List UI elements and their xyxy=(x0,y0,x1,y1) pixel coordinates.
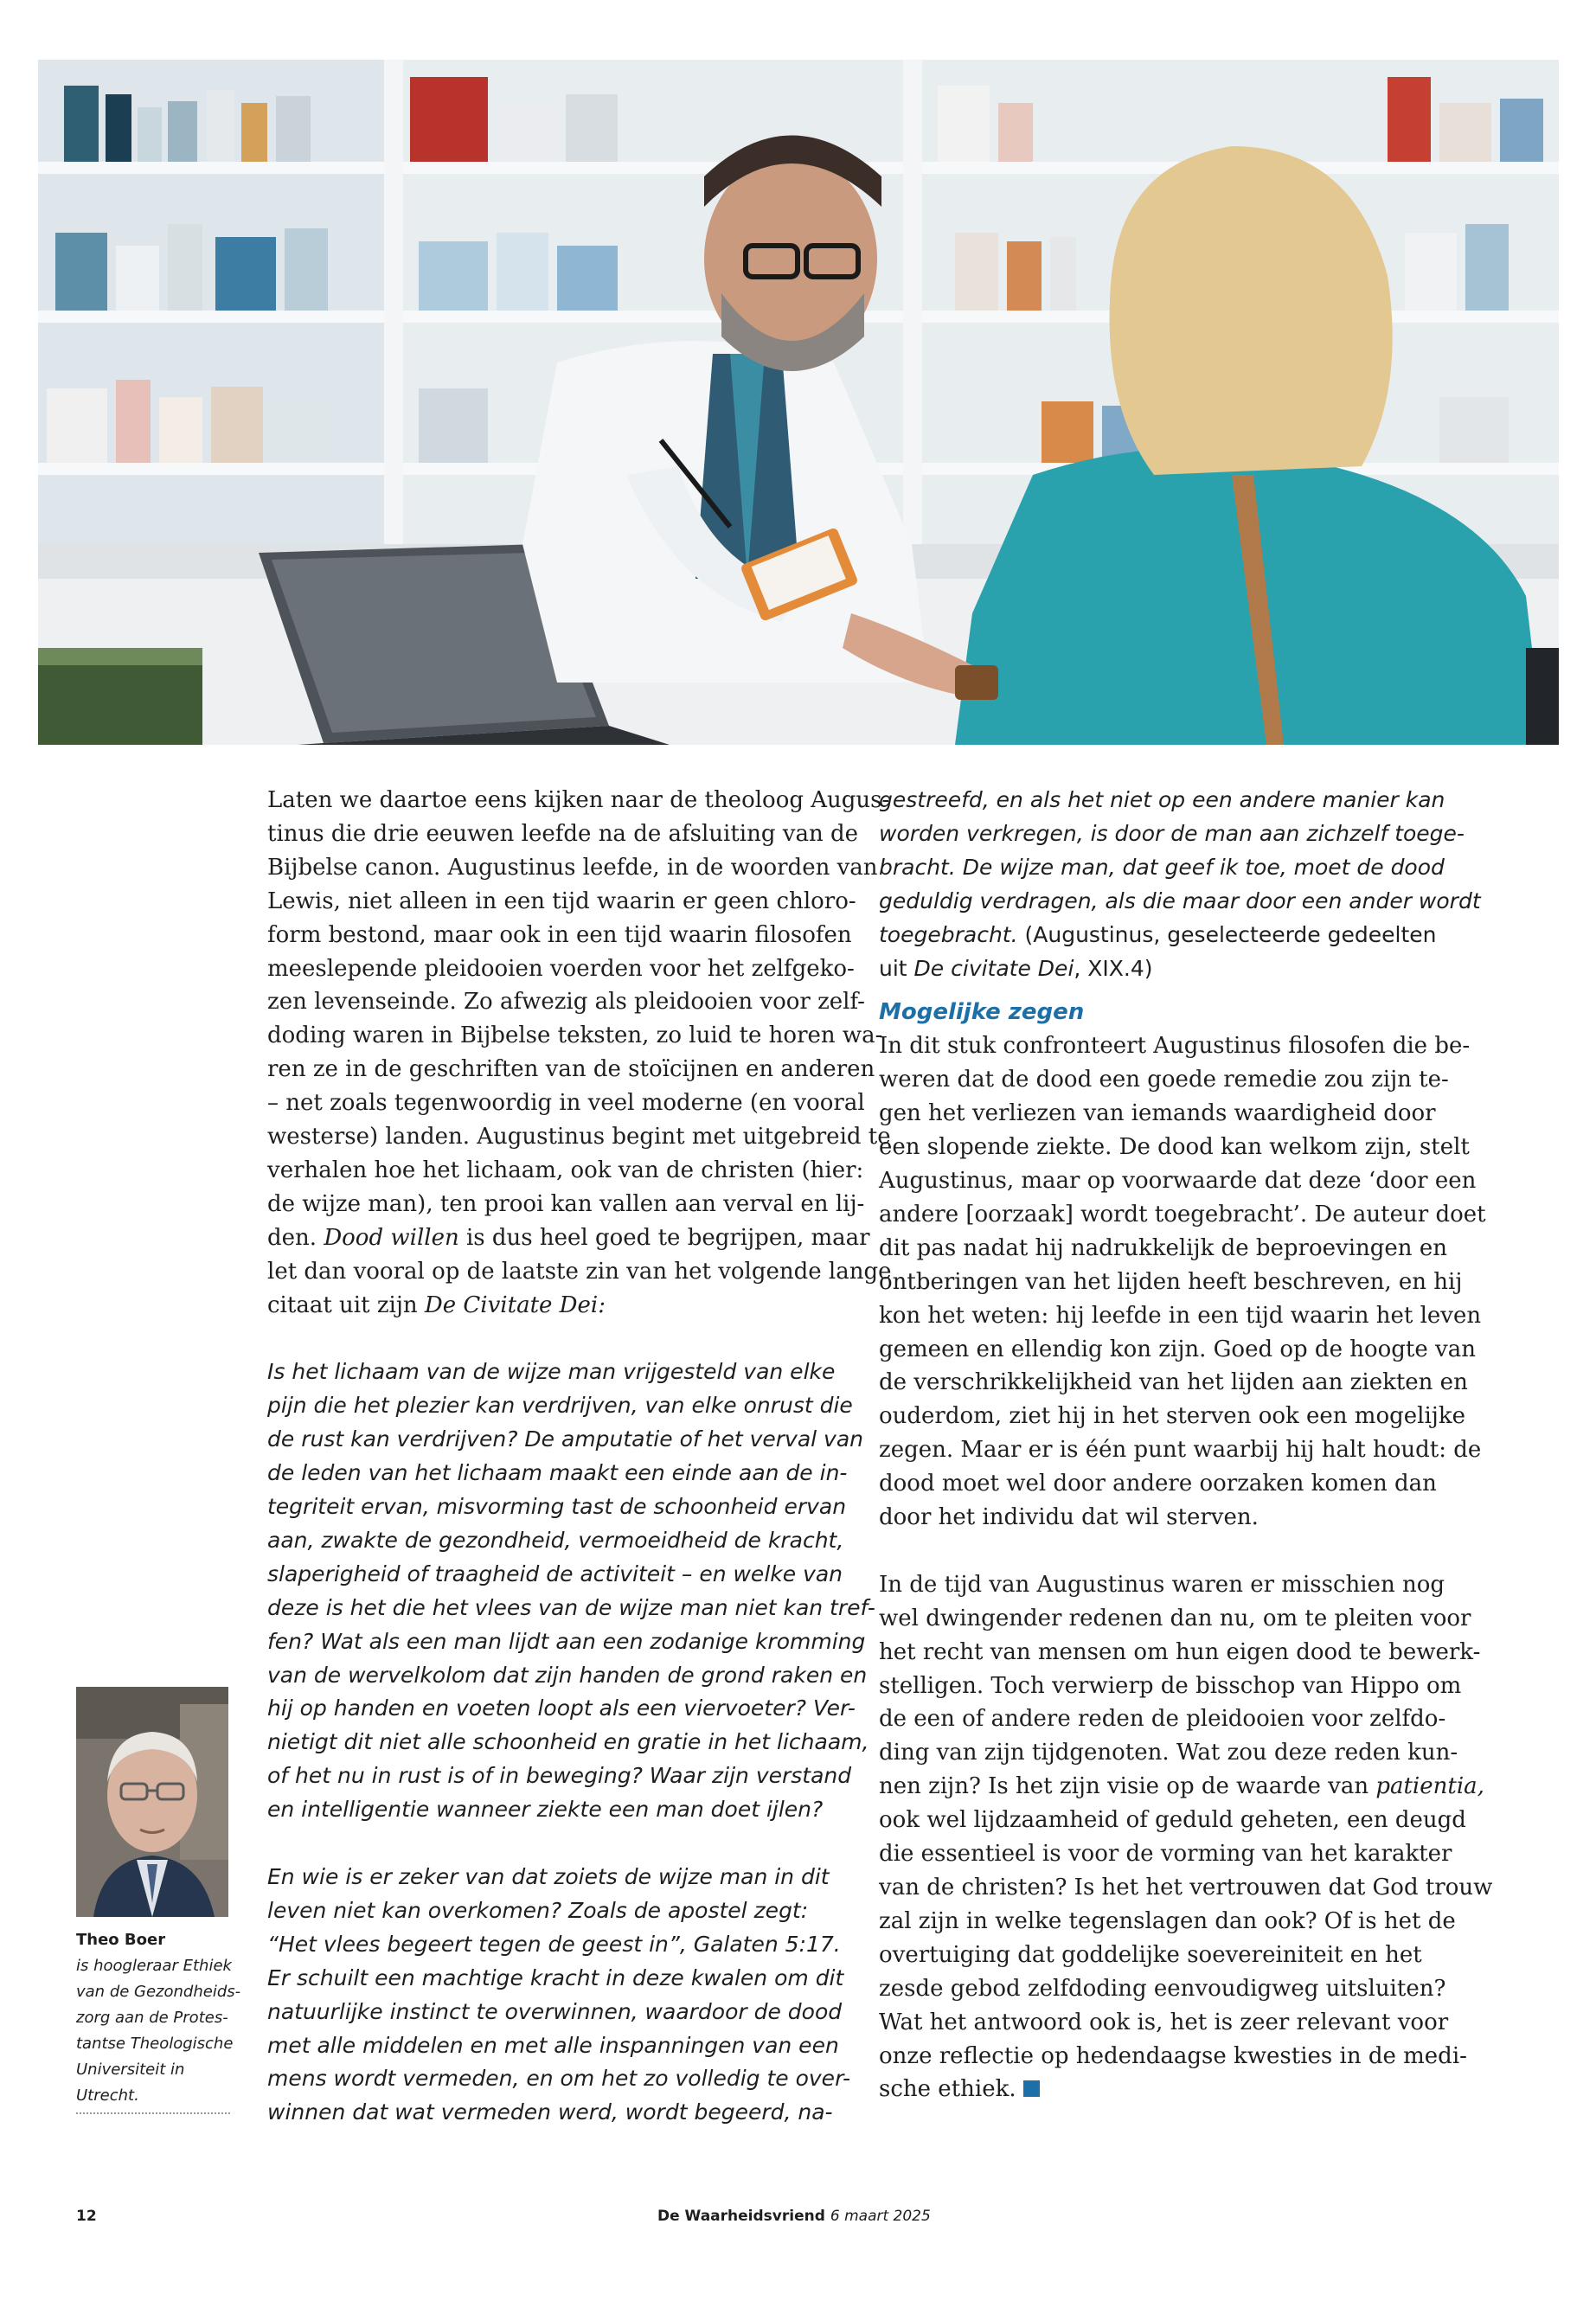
text-line: zegen. Maar er is één punt waarbij hij halt houdt: de xyxy=(879,1437,1482,1464)
quote-text: toegebracht. xyxy=(879,921,1018,947)
quote-line: fen? Wat als een man lijdt aan een zodanige kromming xyxy=(267,1628,866,1654)
quote-line: hij op handen en voeten loopt als een viervoeter? Ver- xyxy=(267,1695,856,1721)
text-line: ren ze in de geschriften van de stoïcijnen en anderen xyxy=(267,1056,875,1083)
quote-block-1 xyxy=(267,1356,875,1827)
bio-line: van de Gezondheids- xyxy=(76,1983,241,2001)
citation-line xyxy=(879,952,1450,986)
quote-line: van de wervelkolom dat zijn handen de grond raken en xyxy=(267,1662,868,1688)
author-name: Theo Boer xyxy=(76,1931,166,1949)
text-line: In de tijd van Augustinus waren er misschien nog xyxy=(879,1571,1445,1598)
text-run: is dus heel goed te begrijpen, maar xyxy=(458,1224,870,1251)
text-line: dood moet wel door andere oorzaken komen dan xyxy=(879,1471,1437,1497)
quote-line: en intelligentie wanneer ziekte een man doet ijlen? xyxy=(267,1797,824,1823)
text-line: door het individu dat wil sterven. xyxy=(879,1504,1259,1531)
author-portrait-illustration xyxy=(76,1687,228,1917)
intro-paragraph xyxy=(267,784,892,1323)
text-line: het recht van mensen om hun eigen dood te bewerk- xyxy=(879,1638,1481,1665)
text-line: westerse) landen. Augustinus begint met uitgebreid te xyxy=(267,1124,891,1150)
text-line: doding waren in Bijbelse teksten, zo luid te horen wa- xyxy=(267,1022,883,1049)
author-portrait xyxy=(76,1687,228,1917)
article-left-column xyxy=(267,784,892,2130)
quote-line xyxy=(879,919,1450,952)
text-run: nen zijn? Is het zijn visie op de waarde van xyxy=(879,1773,1376,1800)
bio-line: is hoogleraar Ethiek xyxy=(76,1957,232,1975)
text-line: gen het verliezen van iemands waardigheid door xyxy=(879,1100,1436,1127)
text-line: zal zijn in welke tegenslagen dan ook? Of is het de xyxy=(879,1907,1456,1934)
text-line: Laten we daartoe eens kijken naar de theoloog Augus- xyxy=(267,787,890,813)
quote-line: bracht. De wijze man, dat geef ik toe, moet de dood xyxy=(879,854,1445,880)
text-run: sche ethiek. xyxy=(879,2076,1016,2103)
text-line: ding van zijn tijdgenoten. Wat zou deze reden kun- xyxy=(879,1740,1458,1766)
paragraph-closing xyxy=(879,1568,1493,2107)
text-line: In dit stuk confronteert Augustinus filosofen die be- xyxy=(879,1033,1471,1060)
issue-date: 6 maart 2025 xyxy=(830,2208,931,2225)
citation-text: uit xyxy=(879,955,914,981)
quote-line: mens wordt vermeden, en om het zo volledig te over- xyxy=(267,2066,850,2092)
quote-line: tegriteit ervan, misvorming tast de schoonheid ervan xyxy=(267,1494,847,1520)
quote-line: geduldig verdragen, als die maar door een ander wordt xyxy=(879,888,1481,913)
quote-line: worden verkregen, is door de man aan zichzelf toege- xyxy=(879,820,1465,846)
text-line: zen levenseinde. Zo afwezig als pleidooien voor zelf- xyxy=(267,989,865,1016)
quote-line: of het nu in rust is of in beweging? Waar zijn verstand xyxy=(267,1763,852,1789)
quote-line: de rust kan verdrijven? De amputatie of het verval van xyxy=(267,1426,864,1452)
text-line xyxy=(267,1221,870,1255)
quote-line: winnen dat wat vermeden werd, wordt begeerd, na- xyxy=(267,2099,833,2125)
text-line: de wijze man), ten prooi kan vallen aan verval en lij- xyxy=(267,1190,865,1217)
quote-line: Er schuilt een machtige kracht in deze kwalen om dit xyxy=(267,1965,844,1990)
text-line: een slopende ziekte. De dood kan welkom zijn, stelt xyxy=(879,1134,1470,1161)
author-bio xyxy=(76,1953,241,2109)
text-line: andere [oorzaak] wordt toegebracht’. De auteur doet xyxy=(879,1201,1486,1227)
text-run: citaat uit zijn xyxy=(267,1292,425,1318)
quote-line: natuurlijke instinct te overwinnen, waardoor de dood xyxy=(267,1998,843,2024)
page-number: 12 xyxy=(76,2208,97,2225)
text-line: zesde gebod zelfdoding eenvoudigweg uitsluiten? xyxy=(879,1975,1446,2002)
quote-continuation xyxy=(879,784,1481,985)
quote-line: met alle middelen en met alle inspanningen van een xyxy=(267,2032,839,2058)
text-line: Bijbelse canon. Augustinus leefde, in de woorden van xyxy=(267,854,878,881)
emphasis-text: patientia, xyxy=(1375,1773,1484,1800)
text-line: weren dat de dood een goede remedie zou zijn te- xyxy=(879,1067,1449,1093)
text-line: verhalen hoe het lichaam, ook van de christen (hier: xyxy=(267,1157,864,1183)
text-line: Wat het antwoord ook is, het is zeer relevant voor xyxy=(879,2009,1449,2035)
publication-name: De Waarheidsvriend xyxy=(657,2208,825,2225)
citation-text: (Augustinus, geselecteerde gedeelten xyxy=(1017,921,1437,947)
text-line: tinus die drie eeuwen leefde na de afsluiting van de xyxy=(267,820,858,847)
text-line: stelligen. Toch verwierp de bisschop van Hippo om xyxy=(879,1672,1462,1699)
text-line: ontberingen van het lijden heeft beschreven, en hij xyxy=(879,1268,1463,1295)
article-right-column xyxy=(879,784,1493,2106)
emphasis-text: Dood willen xyxy=(324,1224,459,1251)
quote-line: slaperigheid of traagheid de activiteit – en welke van xyxy=(267,1561,843,1586)
text-line: – net zoals tegenwoordig in veel moderne (en vooral xyxy=(267,1090,865,1117)
quote-line: deze is het die het vlees van de wijze man niet kan tref- xyxy=(267,1594,875,1620)
book-title: De Civitate Dei: xyxy=(424,1292,606,1318)
text-line: ook wel lijdzaamheid of geduld geheten, een deugd xyxy=(879,1807,1466,1834)
section-heading: Mogelijke zegen xyxy=(879,999,1085,1026)
text-line: kon het weten: hij leefde in een tijd waarin het leven xyxy=(879,1302,1482,1329)
quote-line: aan, zwakte de gezondheid, vermoeidheid de kracht, xyxy=(267,1527,844,1553)
text-run: den. xyxy=(267,1224,324,1251)
text-line: ouderdom, ziet hij in het sterven ook een mogelijke xyxy=(879,1403,1465,1430)
quote-line: pijn die het plezier kan verdrijven, van elke onrust die xyxy=(267,1393,853,1419)
quote-line: gestreefd, en als het niet op een andere manier kan xyxy=(879,787,1445,812)
quote-line: En wie is er zeker van dat zoiets de wijze man in dit xyxy=(267,1863,830,1889)
text-line xyxy=(267,1289,838,1323)
citation-text: , XIX.4) xyxy=(1074,955,1153,981)
hero-photo xyxy=(38,60,1559,745)
quote-line: “Het vlees begeert tegen de geest in”, Galaten 5:17. xyxy=(267,1931,841,1957)
quote-line: de leden van het lichaam maakt een einde aan de in- xyxy=(267,1460,848,1486)
text-line: die essentieel is voor de vorming van het karakter xyxy=(879,1841,1452,1868)
text-line: de verschrikkelijkheid van het lijden aan ziekten en xyxy=(879,1369,1468,1396)
divider xyxy=(76,2112,230,2114)
text-line: Augustinus, maar op voorwaarde dat deze ‘door een xyxy=(879,1167,1477,1194)
bio-line: zorg aan de Protes- xyxy=(76,2009,228,2027)
quote-line: nietigt dit niet alle schoonheid en gratie in het lichaam, xyxy=(267,1729,869,1755)
text-line: Lewis, niet alleen in een tijd waarin er geen chloro- xyxy=(267,888,856,914)
text-line: de een of andere reden de pleidooien voor zelfdo- xyxy=(879,1706,1446,1733)
text-line: wel dwingender redenen dan nu, om te pleiten voor xyxy=(879,1605,1471,1631)
quote-line: leven niet kan overkomen? Zoals de apostel zegt: xyxy=(267,1897,809,1923)
text-line: onze reflectie op hedendaagse kwesties in de medi- xyxy=(879,2042,1467,2069)
quote-block-2 xyxy=(267,1861,850,2130)
quote-line: Is het lichaam van de wijze man vrijgesteld van elke xyxy=(267,1359,836,1385)
pharmacy-scene-illustration xyxy=(38,60,1559,745)
square-end-icon xyxy=(1023,2080,1040,2097)
text-line xyxy=(879,2073,1450,2106)
bio-line: tantse Theologische xyxy=(76,2035,234,2053)
text-line: let dan vooral op de laatste zin van het volgende lange xyxy=(267,1258,892,1285)
text-line: meeslepende pleidooien voerden voor het zelfgeko- xyxy=(267,955,855,982)
paragraph-mogelijke-zegen xyxy=(879,1029,1486,1535)
bio-line: Universiteit in xyxy=(76,2061,185,2079)
text-line: gemeen en ellendig kon zijn. Goed op de hoogte van xyxy=(879,1336,1476,1362)
text-line: form bestond, maar ook in een tijd waarin filosofen xyxy=(267,921,852,948)
text-line: dit pas nadat hij nadrukkelijk de beproevingen en xyxy=(879,1234,1447,1261)
text-line: van de christen? Is het het vertrouwen dat God trouw xyxy=(879,1874,1493,1900)
bio-line: Utrecht. xyxy=(76,2086,139,2105)
author-box xyxy=(76,1687,241,2114)
text-line: overtuiging dat goddelijke soevereiniteit en het xyxy=(879,1941,1422,1968)
book-title: De civitate Dei xyxy=(913,955,1074,981)
publication-footer xyxy=(657,2208,931,2225)
text-line xyxy=(879,1770,1484,1804)
